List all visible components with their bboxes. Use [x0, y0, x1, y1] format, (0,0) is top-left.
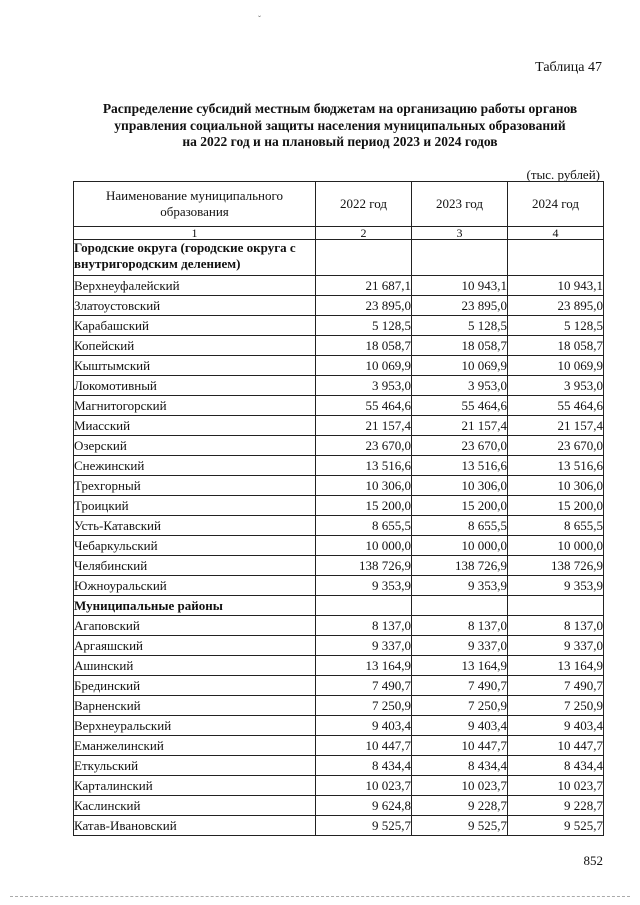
units-label: (тыс. рублей): [526, 167, 600, 182]
table-row: [74, 736, 604, 756]
table-row: [74, 396, 604, 416]
value-2023: 10 943,1: [412, 276, 508, 296]
value-2023: 9 353,9: [412, 576, 508, 596]
municipality-name: Катав-Ивановский: [74, 816, 316, 836]
table-row: [74, 496, 604, 516]
table-row: [74, 616, 604, 636]
municipality-name: Верхнеуфалейский: [74, 276, 316, 296]
table-row: [74, 476, 604, 496]
value-2022: 138 726,9: [316, 556, 412, 576]
section-heading-row: [74, 596, 604, 616]
municipality-name: Южноуральский: [74, 576, 316, 596]
table-row: [74, 756, 604, 776]
value-2024: 55 464,6: [508, 396, 604, 416]
value-2024: 10 069,9: [508, 356, 604, 376]
empty-cell: [412, 596, 508, 616]
municipality-name: Брединский: [74, 676, 316, 696]
value-2022: 9 403,4: [316, 716, 412, 736]
value-2022: 3 953,0: [316, 376, 412, 396]
value-2024: 9 337,0: [508, 636, 604, 656]
value-2024: 21 157,4: [508, 416, 604, 436]
table-body: [74, 240, 604, 836]
value-2023: 10 000,0: [412, 536, 508, 556]
value-2022: 21 687,1: [316, 276, 412, 296]
value-2024: 7 250,9: [508, 696, 604, 716]
value-2023: 23 670,0: [412, 436, 508, 456]
bottom-divider: [10, 896, 630, 897]
value-2023: 10 447,7: [412, 736, 508, 756]
value-2024: 10 306,0: [508, 476, 604, 496]
value-2023: 138 726,9: [412, 556, 508, 576]
title-line-2: управления социальной защиты населения муниципальных образований: [114, 117, 566, 133]
header-row: [74, 182, 604, 227]
value-2022: 5 128,5: [316, 316, 412, 336]
value-2024: 8 655,5: [508, 516, 604, 536]
empty-cell: [508, 596, 604, 616]
table-row: [74, 296, 604, 316]
municipality-name: Верхнеуральский: [74, 716, 316, 736]
value-2023: 9 403,4: [412, 716, 508, 736]
municipality-name: Златоустовский: [74, 296, 316, 316]
column-number: 2: [316, 227, 412, 240]
value-2024: 8 137,0: [508, 616, 604, 636]
municipality-name: Магнитогорский: [74, 396, 316, 416]
title-line-1: Распределение субсидий местным бюджетам на организацию работы органов: [102, 101, 578, 116]
empty-cell: [508, 240, 604, 276]
value-2024: 10 000,0: [508, 536, 604, 556]
document-title: [60, 101, 620, 151]
table-row: [74, 716, 604, 736]
table-row: [74, 536, 604, 556]
section-heading-row: [74, 240, 604, 276]
value-2023: 23 895,0: [412, 296, 508, 316]
header-2023: 2023 год: [412, 182, 508, 227]
value-2022: 55 464,6: [316, 396, 412, 416]
title-line-3: на 2022 год и на плановый период 2023 и 2024 годов: [182, 134, 498, 149]
value-2024: 10 023,7: [508, 776, 604, 796]
municipality-name: Трехгорный: [74, 476, 316, 496]
table-row: [74, 316, 604, 336]
value-2024: 9 403,4: [508, 716, 604, 736]
value-2022: 8 655,5: [316, 516, 412, 536]
value-2023: 9 525,7: [412, 816, 508, 836]
municipality-name: Еткульский: [74, 756, 316, 776]
value-2024: 9 353,9: [508, 576, 604, 596]
municipality-name: Карабашский: [74, 316, 316, 336]
value-2022: 10 000,0: [316, 536, 412, 556]
municipality-name: Кыштымский: [74, 356, 316, 376]
value-2024: 13 516,6: [508, 456, 604, 476]
municipality-name: Троицкий: [74, 496, 316, 516]
value-2024: 3 953,0: [508, 376, 604, 396]
value-2024: 9 228,7: [508, 796, 604, 816]
table-row: [74, 816, 604, 836]
value-2022: 9 353,9: [316, 576, 412, 596]
table-row: [74, 656, 604, 676]
table-row: [74, 456, 604, 476]
value-2023: 15 200,0: [412, 496, 508, 516]
value-2024: 10 447,7: [508, 736, 604, 756]
table-row: [74, 276, 604, 296]
column-number: 1: [74, 227, 316, 240]
value-2023: 7 490,7: [412, 676, 508, 696]
value-2023: 5 128,5: [412, 316, 508, 336]
value-2022: 8 137,0: [316, 616, 412, 636]
value-2023: 10 023,7: [412, 776, 508, 796]
value-2022: 10 447,7: [316, 736, 412, 756]
value-2024: 23 895,0: [508, 296, 604, 316]
value-2023: 21 157,4: [412, 416, 508, 436]
value-2022: 10 023,7: [316, 776, 412, 796]
municipality-name: Чебаркульский: [74, 536, 316, 556]
value-2022: 9 337,0: [316, 636, 412, 656]
municipality-name: Каслинский: [74, 796, 316, 816]
value-2023: 8 137,0: [412, 616, 508, 636]
value-2024: 8 434,4: [508, 756, 604, 776]
table-row: [74, 416, 604, 436]
table-row: [74, 776, 604, 796]
value-2022: 23 670,0: [316, 436, 412, 456]
value-2022: 18 058,7: [316, 336, 412, 356]
municipality-name: Варненский: [74, 696, 316, 716]
value-2024: 15 200,0: [508, 496, 604, 516]
value-2024: 138 726,9: [508, 556, 604, 576]
value-2022: 9 525,7: [316, 816, 412, 836]
section-heading: Городские округа (городские округа с внутригородским делением): [74, 240, 316, 276]
municipality-name: Озерский: [74, 436, 316, 456]
value-2024: 23 670,0: [508, 436, 604, 456]
section-heading: Муниципальные районы: [74, 596, 316, 616]
header-2024: 2024 год: [508, 182, 604, 227]
municipality-name: Челябинский: [74, 556, 316, 576]
value-2022: 7 490,7: [316, 676, 412, 696]
value-2024: 5 128,5: [508, 316, 604, 336]
value-2023: 10 306,0: [412, 476, 508, 496]
table-row: [74, 356, 604, 376]
table-row: [74, 516, 604, 536]
page-number: 852: [583, 853, 603, 868]
value-2022: 13 516,6: [316, 456, 412, 476]
value-2023: 18 058,7: [412, 336, 508, 356]
municipality-name: Миасский: [74, 416, 316, 436]
table-label: Таблица 47: [535, 60, 602, 75]
municipality-name: Карталинский: [74, 776, 316, 796]
value-2024: 13 164,9: [508, 656, 604, 676]
header-2022: 2022 год: [316, 182, 412, 227]
table-row: [74, 696, 604, 716]
value-2024: 9 525,7: [508, 816, 604, 836]
municipality-name: Усть-Катавский: [74, 516, 316, 536]
value-2023: 3 953,0: [412, 376, 508, 396]
value-2023: 9 337,0: [412, 636, 508, 656]
value-2022: 13 164,9: [316, 656, 412, 676]
scan-mark: ˇ: [258, 14, 261, 24]
municipality-name: Локомотивный: [74, 376, 316, 396]
table-row: [74, 336, 604, 356]
value-2023: 13 164,9: [412, 656, 508, 676]
empty-cell: [316, 240, 412, 276]
value-2023: 13 516,6: [412, 456, 508, 476]
table-row: [74, 556, 604, 576]
municipality-name: Агаповский: [74, 616, 316, 636]
value-2024: 7 490,7: [508, 676, 604, 696]
value-2022: 10 306,0: [316, 476, 412, 496]
municipality-name: Копейский: [74, 336, 316, 356]
value-2023: 7 250,9: [412, 696, 508, 716]
table-row: [74, 376, 604, 396]
table-row: [74, 796, 604, 816]
municipality-name: Аргаяшский: [74, 636, 316, 656]
column-number-row: [74, 227, 604, 240]
table-row: [74, 436, 604, 456]
municipality-name: Еманжелинский: [74, 736, 316, 756]
table-row: [74, 676, 604, 696]
value-2022: 8 434,4: [316, 756, 412, 776]
value-2023: 55 464,6: [412, 396, 508, 416]
municipality-name: Снежинский: [74, 456, 316, 476]
value-2023: 9 228,7: [412, 796, 508, 816]
value-2022: 23 895,0: [316, 296, 412, 316]
value-2022: 15 200,0: [316, 496, 412, 516]
value-2022: 10 069,9: [316, 356, 412, 376]
value-2024: 10 943,1: [508, 276, 604, 296]
value-2024: 18 058,7: [508, 336, 604, 356]
table-row: [74, 636, 604, 656]
subsidy-table: [73, 181, 604, 836]
value-2022: 9 624,8: [316, 796, 412, 816]
value-2023: 8 434,4: [412, 756, 508, 776]
value-2022: 21 157,4: [316, 416, 412, 436]
value-2022: 7 250,9: [316, 696, 412, 716]
column-number: 4: [508, 227, 604, 240]
column-number: 3: [412, 227, 508, 240]
municipality-name: Ашинский: [74, 656, 316, 676]
header-name: Наименование муниципального образования: [74, 182, 316, 227]
table-row: [74, 576, 604, 596]
empty-cell: [412, 240, 508, 276]
empty-cell: [316, 596, 412, 616]
value-2023: 8 655,5: [412, 516, 508, 536]
value-2023: 10 069,9: [412, 356, 508, 376]
